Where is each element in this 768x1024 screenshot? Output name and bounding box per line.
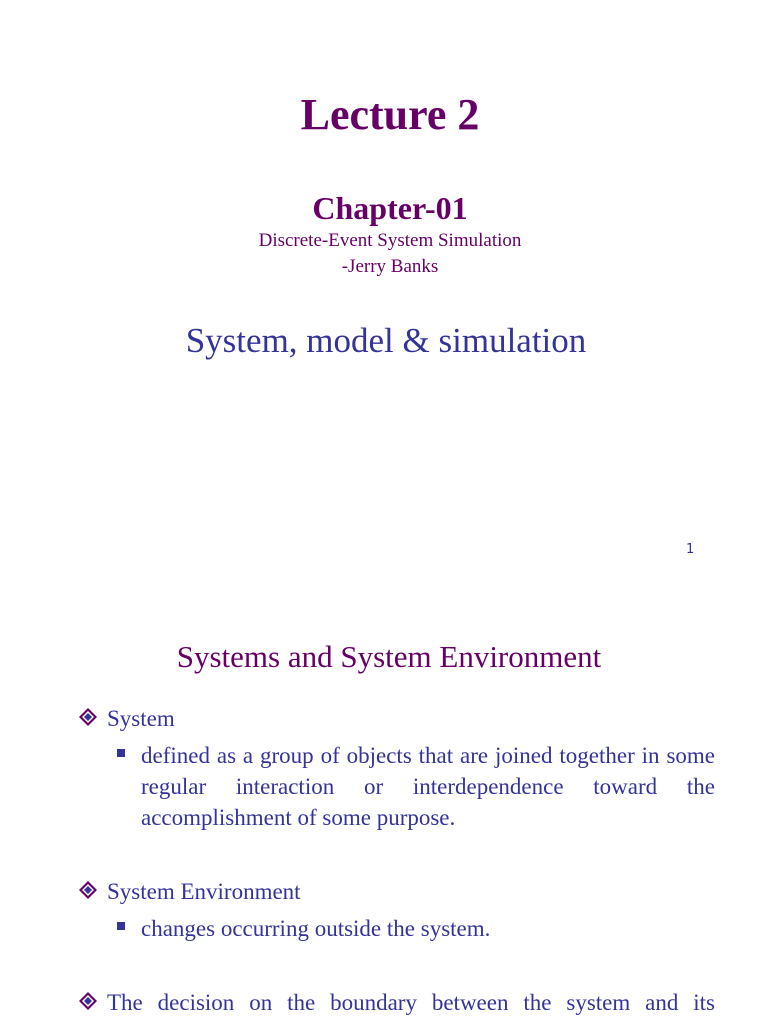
book-title: Discrete-Event System Simulation: [258, 230, 522, 251]
slide-subtitle: System, model & simulation: [185, 321, 587, 360]
page-number: 1: [686, 542, 695, 557]
sub-bullet-text: defined as a group of objects that are joined together in some regular interaction or interdependence toward the accomplishment of some purpose.: [141, 743, 715, 830]
diamond-bullet-icon: [78, 707, 98, 727]
chapter-heading: Chapter-01: [312, 190, 468, 226]
slide-title: Systems and System Environment: [176, 639, 602, 674]
diamond-bullet-icon: [78, 991, 98, 1011]
diamond-bullet-icon: [78, 880, 98, 900]
bullet-label: System Environment: [107, 879, 301, 904]
square-bullet-icon: [117, 922, 125, 930]
bullet-label: System: [107, 706, 175, 731]
slide-title: Lecture 2: [300, 90, 480, 139]
content-slide: [0, 590, 768, 1024]
book-author: -Jerry Banks: [341, 256, 439, 277]
square-bullet-icon: [117, 749, 125, 757]
bullet-label: The decision on the boundary between the system and its: [107, 990, 715, 1015]
sub-bullet-text: changes occurring outside the system.: [141, 916, 491, 941]
